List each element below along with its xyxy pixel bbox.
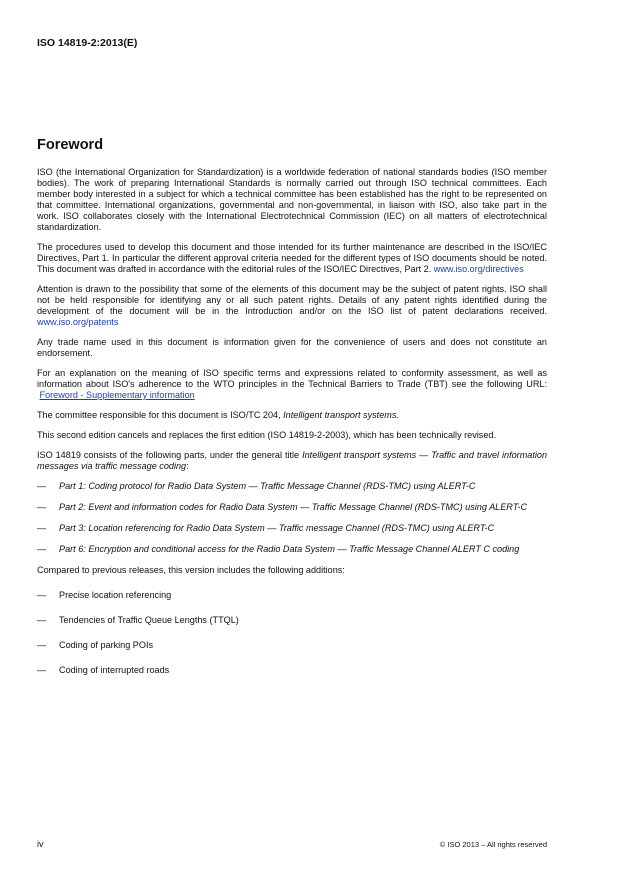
general-title: Intelligent transport systems — Traffic and travel information messages via traffic message coding: [37, 450, 548, 471]
paragraph-patents: [37, 284, 547, 328]
list-item: [37, 502, 547, 513]
list-item-text: Precise location referencing: [59, 590, 172, 600]
paragraph-edition: This second edition cancels and replaces the first edition (ISO 14819-2-2003), which has been technically revised.: [37, 430, 496, 440]
dash-bullet: —: [37, 640, 47, 650]
paragraph-trade-name: Any trade name used in this document is information given for the convenience of users and does not constitute an endorsement.: [37, 337, 547, 358]
colon: :: [186, 461, 189, 471]
list-item-text: Part 2: Event and information codes for Radio Data System — Traffic Message Channel (RDS-TMC) using ALERT-C: [59, 502, 528, 512]
dash-bullet: —: [37, 544, 47, 554]
paragraph-parts-intro-text: ISO 14819 consists of the following parts, under the general title: [37, 450, 300, 460]
committee-name: Intelligent transport systems.: [283, 410, 399, 420]
patents-link[interactable]: www.iso.org/patents: [37, 317, 119, 327]
dash-bullet: —: [37, 481, 47, 491]
parts-list: [37, 481, 547, 555]
list-item-text: Part 3: Location referencing for Radio Data System — Traffic message Channel (RDS-TMC) using ALERT-C: [59, 523, 495, 533]
paragraph-additions-intro: Compared to previous releases, this version includes the following additions:: [37, 565, 345, 575]
list-item: [37, 523, 547, 534]
paragraph-procedures-text: The procedures used to develop this document and those intended for its further maintenance are described in the ISO/IEC Directives, Part 1. In particular the different approval criteria needed for the different types of ISO documents should be noted. This document was drafted in accordance with the editorial rules of the ISO/IEC Directives, Part 2.: [37, 242, 547, 274]
dash-bullet: —: [37, 615, 47, 625]
list-item-text: Tendencies of Traffic Queue Lengths (TTQL): [59, 615, 239, 625]
dash-bullet: —: [37, 523, 47, 533]
list-item-text: Part 6: Encryption and conditional access for the Radio Data System — Traffic Message Channel ALERT C coding: [59, 544, 520, 554]
paragraph-procedures: [37, 242, 547, 275]
paragraph-conformity: [37, 368, 547, 401]
dash-bullet: —: [37, 502, 47, 512]
additions-list: [37, 590, 547, 676]
paragraph-conformity-text: For an explanation on the meaning of ISO specific terms and expressions related to conformity assessment, as well as information about ISO's adherence to the WTO principles in the Technical Barriers to Trade (TBT) see the following URL:: [37, 368, 547, 389]
directives-link[interactable]: www.iso.org/directives: [433, 264, 524, 274]
list-item: [37, 615, 547, 626]
paragraph-iso: ISO (the International Organization for Standardization) is a worldwide federation of national standards bodies (ISO member bodies). The work of preparing International Standards is normally carried out through ISO technical committees. Each member body interested in a subject for which a technical committee has been established has the right to be represented on that committee. International organizations, governmental and non-governmental, in liaison with ISO, also take part in the work. ISO collaborates closely with the International Electrotechnical Commission (IEC) on all matters of electrotechnical standardization.: [37, 167, 547, 232]
page-title: Foreword: [37, 137, 104, 153]
page-number: iv: [37, 839, 44, 849]
list-item: [37, 481, 547, 492]
copyright-notice: © ISO 2013 – All rights reserved: [439, 840, 547, 849]
paragraph-committee-text: The committee responsible for this document is ISO/TC 204,: [37, 410, 281, 420]
doc-id: ISO 14819-2:2013(E): [37, 37, 138, 49]
list-item: [37, 665, 547, 676]
list-item-text: Part 1: Coding protocol for Radio Data System — Traffic Message Channel (RDS-TMC) using ALERT-C: [59, 481, 476, 491]
list-item: [37, 590, 547, 601]
list-item: [37, 544, 547, 555]
list-item: [37, 640, 547, 651]
paragraph-committee: [37, 410, 547, 421]
list-item-text: Coding of parking POIs: [59, 640, 154, 650]
dash-bullet: —: [37, 590, 47, 600]
paragraph-patents-text: Attention is drawn to the possibility that some of the elements of this document may be the subject of patent rights. ISO shall not be held responsible for identifying any or all such patent rights. Details of any patent rights identified during the development of the document will be in the Introduction and/or on the ISO list of patent declarations received.: [37, 284, 547, 316]
list-item-text: Coding of interrupted roads: [59, 665, 170, 675]
body-text: [37, 167, 547, 690]
supplementary-info-link[interactable]: Foreword - Supplementary information: [39, 390, 195, 400]
dash-bullet: —: [37, 665, 47, 675]
paragraph-parts-intro: [37, 450, 547, 472]
